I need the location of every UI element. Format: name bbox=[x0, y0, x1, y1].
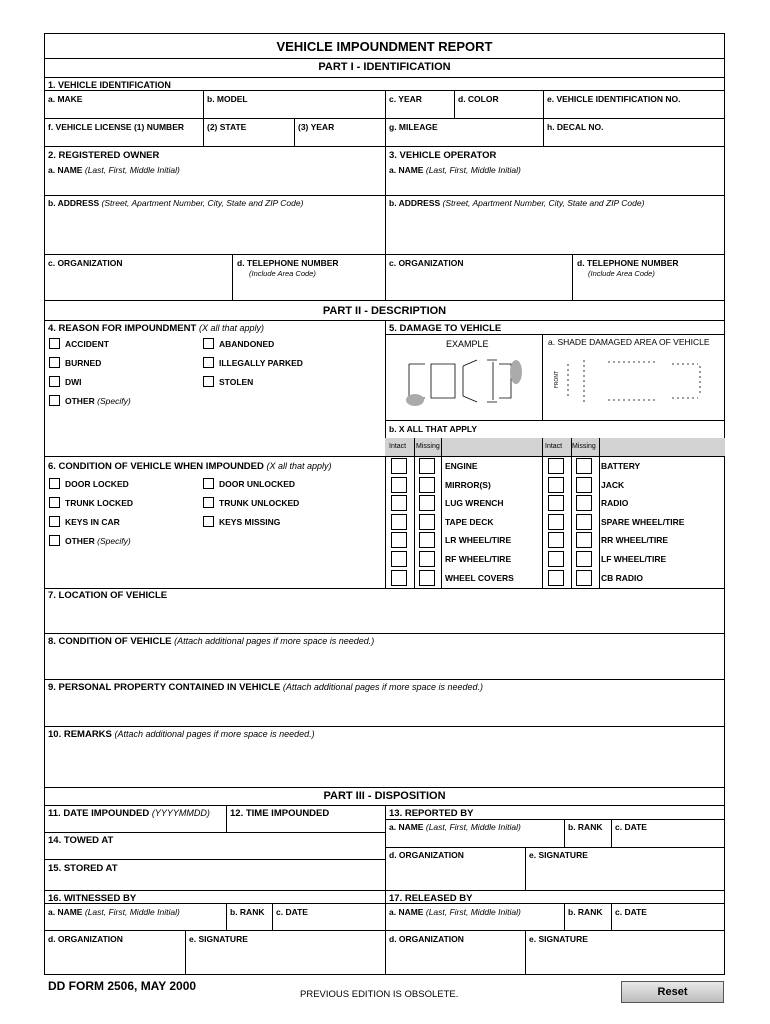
trunk-locked-checkbox[interactable] bbox=[49, 497, 60, 508]
reported-org-label: d. ORGANIZATION bbox=[389, 850, 464, 860]
condition-other-checkbox[interactable] bbox=[49, 535, 60, 546]
damage-right-missing-checkbox[interactable] bbox=[576, 570, 592, 586]
divider bbox=[44, 890, 725, 891]
section-6-title: 6. CONDITION OF VEHICLE WHEN IMPOUNDED bbox=[48, 461, 264, 472]
section-4-title: 4. REASON FOR IMPOUNDMENT bbox=[48, 323, 197, 334]
diagram-damage-front bbox=[510, 360, 522, 384]
damage-right-missing-checkbox[interactable] bbox=[576, 551, 592, 567]
shade-instruction: a. SHADE DAMAGED AREA OF VEHICLE bbox=[548, 337, 710, 347]
divider bbox=[44, 254, 725, 255]
keys-missing-checkbox[interactable] bbox=[203, 516, 214, 527]
missing-header-right: Missing bbox=[572, 443, 596, 450]
owner-address-hint: (Street, Apartment Number, City, State and ZIP Code) bbox=[101, 198, 304, 208]
damage-left-intact-checkbox[interactable] bbox=[391, 514, 407, 530]
divider bbox=[226, 805, 227, 832]
abandoned-checkbox[interactable] bbox=[203, 338, 214, 349]
divider bbox=[414, 438, 415, 588]
divider bbox=[542, 334, 543, 420]
part-2-heading: PART II - DESCRIPTION bbox=[322, 305, 447, 317]
witnessed-signature-label: e. SIGNATURE bbox=[189, 934, 248, 944]
divider bbox=[44, 787, 725, 788]
section-9-hint: (Attach additional pages if more space is needed.) bbox=[282, 682, 484, 692]
license-state-label: (2) STATE bbox=[207, 122, 247, 132]
damage-right-item-label: LF WHEEL/TIRE bbox=[601, 554, 667, 564]
divider bbox=[44, 588, 725, 589]
keys-in-car-checkbox[interactable] bbox=[49, 516, 60, 527]
damage-right-intact-checkbox[interactable] bbox=[548, 514, 564, 530]
divider bbox=[294, 118, 295, 146]
vin-label: e. VEHICLE IDENTIFICATION NO. bbox=[547, 94, 681, 104]
damage-left-missing-checkbox[interactable] bbox=[419, 551, 435, 567]
illegally-parked-label: ILLEGALLY PARKED bbox=[219, 358, 303, 368]
damage-right-missing-checkbox[interactable] bbox=[576, 458, 592, 474]
damage-left-item-label: WHEEL COVERS bbox=[445, 573, 514, 583]
section-16-title: 16. WITNESSED BY bbox=[48, 893, 137, 904]
section-8-hint: (Attach additional pages if more space is needed.) bbox=[174, 636, 375, 646]
damage-left-item-label: LR WHEEL/TIRE bbox=[445, 535, 512, 545]
owner-address-label: b. ADDRESS bbox=[48, 198, 100, 208]
damage-right-item-label: RADIO bbox=[601, 498, 629, 508]
damage-right-missing-checkbox[interactable] bbox=[576, 514, 592, 530]
damage-right-missing-checkbox[interactable] bbox=[576, 495, 592, 511]
location-field[interactable] bbox=[46, 602, 723, 632]
section-9-title: 9. PERSONAL PROPERTY CONTAINED IN VEHICLE bbox=[48, 682, 281, 693]
damage-left-missing-checkbox[interactable] bbox=[419, 570, 435, 586]
shade-vehicle-diagram[interactable] bbox=[548, 352, 724, 412]
section-6-hint: (X all that apply) bbox=[266, 461, 332, 471]
damage-right-intact-checkbox[interactable] bbox=[548, 570, 564, 586]
form-number: DD FORM 2506, MAY 2000 bbox=[48, 979, 197, 993]
divider bbox=[232, 254, 233, 300]
section-12-title: 12. TIME IMPOUNDED bbox=[230, 808, 330, 819]
owner-phone-hint: (Include Area Code) bbox=[249, 269, 316, 278]
obsolete-notice: PREVIOUS EDITION IS OBSOLETE. bbox=[300, 989, 459, 1000]
damage-right-intact-checkbox[interactable] bbox=[548, 551, 564, 567]
divider bbox=[44, 903, 385, 904]
section-10-hint: (Attach additional pages if more space is needed.) bbox=[114, 729, 315, 739]
witnessed-org-label: d. ORGANIZATION bbox=[48, 934, 123, 944]
shade-front bbox=[672, 364, 700, 398]
divider bbox=[44, 58, 725, 59]
dwi-label: DWI bbox=[65, 377, 82, 387]
divider bbox=[525, 930, 526, 975]
damage-right-item-label: JACK bbox=[601, 480, 625, 490]
divider bbox=[185, 930, 186, 975]
damage-left-item-label: ENGINE bbox=[445, 461, 478, 471]
operator-phone-label: d. TELEPHONE NUMBER bbox=[577, 258, 679, 268]
stolen-label: STOLEN bbox=[219, 377, 254, 387]
diagram-side-top bbox=[463, 360, 477, 402]
door-locked-checkbox[interactable] bbox=[49, 478, 60, 489]
burned-checkbox[interactable] bbox=[49, 357, 60, 368]
divider bbox=[572, 254, 573, 300]
divider bbox=[385, 456, 725, 457]
section-2-title: 2. REGISTERED OWNER bbox=[48, 150, 160, 161]
divider bbox=[542, 438, 543, 588]
example-label: EXAMPLE bbox=[446, 339, 489, 349]
damage-left-intact-checkbox[interactable] bbox=[391, 495, 407, 511]
owner-name-hint: (Last, First, Middle Initial) bbox=[84, 165, 180, 175]
divider bbox=[203, 90, 204, 118]
section-15-title: 15. STORED AT bbox=[48, 863, 118, 874]
diagram-cabin bbox=[431, 364, 455, 398]
intact-header-right: Intact bbox=[545, 443, 563, 450]
damage-right-missing-checkbox[interactable] bbox=[576, 477, 592, 493]
divider bbox=[226, 903, 227, 930]
section-4-hint: (X all that apply) bbox=[198, 323, 264, 333]
witnessed-date-label: c. DATE bbox=[276, 907, 308, 917]
damage-right-missing-checkbox[interactable] bbox=[576, 532, 592, 548]
reason-other-hint: (Specify) bbox=[97, 396, 131, 406]
released-name-label: a. NAME bbox=[389, 907, 424, 917]
stolen-checkbox[interactable] bbox=[203, 376, 214, 387]
released-name-hint: (Last, First, Middle Initial) bbox=[425, 907, 521, 917]
divider bbox=[611, 903, 612, 930]
part-1-heading: PART I - IDENTIFICATION bbox=[318, 61, 451, 73]
owner-org-label: c. ORGANIZATION bbox=[48, 258, 123, 268]
section-7-title: 7. LOCATION OF VEHICLE bbox=[48, 590, 168, 601]
damage-left-intact-checkbox[interactable] bbox=[391, 477, 407, 493]
divider bbox=[44, 456, 385, 457]
released-signature-label: e. SIGNATURE bbox=[529, 934, 588, 944]
section-10-title: 10. REMARKS bbox=[48, 729, 112, 740]
diagram-front bbox=[499, 364, 511, 398]
trunk-unlocked-label: TRUNK UNLOCKED bbox=[219, 498, 300, 508]
section-17-title: 17. RELEASED BY bbox=[389, 893, 473, 904]
owner-phone-label: d. TELEPHONE NUMBER bbox=[237, 258, 339, 268]
reported-date-label: c. DATE bbox=[615, 822, 647, 832]
reported-name-hint: (Last, First, Middle Initial) bbox=[425, 822, 521, 832]
divider bbox=[525, 847, 526, 890]
door-locked-label: DOOR LOCKED bbox=[65, 479, 129, 489]
section-11-hint: (YYYYMMDD) bbox=[151, 808, 210, 818]
witnessed-rank-label: b. RANK bbox=[230, 907, 265, 917]
diagram-side-bottom bbox=[487, 360, 497, 402]
section-11-title: 11. DATE IMPOUNDED bbox=[48, 808, 150, 819]
owner-name-label: a. NAME bbox=[48, 165, 83, 175]
damage-left-missing-checkbox[interactable] bbox=[419, 477, 435, 493]
divider bbox=[385, 90, 386, 118]
reset-button[interactable]: Reset bbox=[621, 981, 724, 1003]
damage-left-item-label: TAPE DECK bbox=[445, 517, 494, 527]
section-3-title: 3. VEHICLE OPERATOR bbox=[389, 150, 497, 161]
witnessed-name-hint: (Last, First, Middle Initial) bbox=[84, 907, 180, 917]
mileage-label: g. MILEAGE bbox=[389, 122, 438, 132]
reason-other-checkbox[interactable] bbox=[49, 395, 60, 406]
trunk-unlocked-checkbox[interactable] bbox=[203, 497, 214, 508]
x-all-label: b. X ALL THAT APPLY bbox=[389, 424, 477, 434]
shade-side-left bbox=[568, 360, 584, 402]
damage-left-item-label: MIRROR(S) bbox=[445, 480, 491, 490]
divider bbox=[272, 903, 273, 930]
example-vehicle-diagram bbox=[403, 352, 527, 410]
divider bbox=[44, 832, 385, 833]
intact-header-left: Intact bbox=[389, 443, 407, 450]
divider bbox=[385, 118, 386, 146]
divider bbox=[564, 819, 565, 847]
damage-left-intact-checkbox[interactable] bbox=[391, 458, 407, 474]
divider bbox=[44, 726, 725, 727]
damage-left-item-label: LUG WRENCH bbox=[445, 498, 504, 508]
trunk-locked-label: TRUNK LOCKED bbox=[65, 498, 133, 508]
divider bbox=[203, 118, 204, 146]
condition-other-hint: (Specify) bbox=[97, 536, 131, 546]
divider bbox=[385, 420, 725, 421]
diagram-rear bbox=[409, 364, 425, 398]
burned-label: BURNED bbox=[65, 358, 102, 368]
section-13-title: 13. REPORTED BY bbox=[389, 808, 474, 819]
personal-property-field[interactable] bbox=[46, 694, 723, 724]
divider bbox=[441, 438, 442, 588]
damage-right-intact-checkbox[interactable] bbox=[548, 477, 564, 493]
door-unlocked-checkbox[interactable] bbox=[203, 478, 214, 489]
color-label: d. COLOR bbox=[458, 94, 499, 104]
released-date-label: c. DATE bbox=[615, 907, 647, 917]
divider bbox=[385, 847, 725, 848]
divider bbox=[571, 438, 572, 588]
damage-left-item-label: RF WHEEL/TIRE bbox=[445, 554, 512, 564]
divider bbox=[385, 903, 725, 904]
operator-phone-hint: (Include Area Code) bbox=[588, 269, 655, 278]
damage-right-item-label: RR WHEEL/TIRE bbox=[601, 535, 669, 545]
divider bbox=[611, 819, 612, 847]
section-5-title: 5. DAMAGE TO VEHICLE bbox=[389, 323, 502, 334]
operator-org-label: c. ORGANIZATION bbox=[389, 258, 464, 268]
divider bbox=[543, 90, 544, 118]
operator-name-hint: (Last, First, Middle Initial) bbox=[425, 165, 521, 175]
shade-side-caption: FRONT bbox=[554, 370, 560, 388]
illegally-parked-checkbox[interactable] bbox=[203, 357, 214, 368]
decal-label: h. DECAL NO. bbox=[547, 122, 604, 132]
model-label: b. MODEL bbox=[207, 94, 248, 104]
divider bbox=[44, 195, 725, 196]
witnessed-name-label: a. NAME bbox=[48, 907, 83, 917]
divider bbox=[385, 146, 386, 300]
damage-right-intact-checkbox[interactable] bbox=[548, 532, 564, 548]
damage-right-item-label: CB RADIO bbox=[601, 573, 644, 583]
shade-top-bottom bbox=[608, 362, 658, 400]
keys-missing-label: KEYS MISSING bbox=[219, 517, 281, 527]
keys-in-car-label: KEYS IN CAR bbox=[65, 517, 120, 527]
accident-checkbox[interactable] bbox=[49, 338, 60, 349]
damage-right-intact-checkbox[interactable] bbox=[548, 495, 564, 511]
damage-right-item-label: BATTERY bbox=[601, 461, 641, 471]
damage-left-missing-checkbox[interactable] bbox=[419, 532, 435, 548]
license-year-label: (3) YEAR bbox=[298, 122, 335, 132]
released-rank-label: b. RANK bbox=[568, 907, 603, 917]
reported-name-label: a. NAME bbox=[389, 822, 424, 832]
divider bbox=[44, 300, 725, 301]
operator-address-label: b. ADDRESS bbox=[389, 198, 441, 208]
missing-header-left: Missing bbox=[416, 443, 440, 450]
reported-rank-label: b. RANK bbox=[568, 822, 603, 832]
damage-right-intact-checkbox[interactable] bbox=[548, 458, 564, 474]
diagram-damage-rear bbox=[406, 394, 424, 406]
damage-left-intact-checkbox[interactable] bbox=[391, 570, 407, 586]
section-1-title: 1. VEHICLE IDENTIFICATION bbox=[48, 80, 171, 90]
damage-left-missing-checkbox[interactable] bbox=[419, 458, 435, 474]
divider bbox=[385, 819, 725, 820]
divider bbox=[44, 930, 385, 931]
make-label: a. MAKE bbox=[48, 94, 83, 104]
divider bbox=[44, 77, 725, 78]
damage-left-missing-checkbox[interactable] bbox=[419, 495, 435, 511]
operator-address-hint: (Street, Apartment Number, City, State and ZIP Code) bbox=[442, 198, 645, 208]
dwi-checkbox[interactable] bbox=[49, 376, 60, 387]
form-title: VEHICLE IMPOUNDMENT REPORT bbox=[276, 39, 493, 54]
damage-left-intact-checkbox[interactable] bbox=[391, 551, 407, 567]
condition-other-label: OTHER bbox=[65, 536, 95, 546]
divider bbox=[543, 118, 544, 146]
divider bbox=[599, 438, 600, 588]
part-3-heading: PART III - DISPOSITION bbox=[323, 790, 446, 802]
divider bbox=[454, 90, 455, 118]
abandoned-label: ABANDONED bbox=[219, 339, 275, 349]
divider bbox=[564, 903, 565, 930]
divider bbox=[44, 633, 725, 634]
operator-name-label: a. NAME bbox=[389, 165, 424, 175]
released-org-label: d. ORGANIZATION bbox=[389, 934, 464, 944]
divider bbox=[385, 930, 725, 931]
divider bbox=[44, 679, 725, 680]
door-unlocked-label: DOOR UNLOCKED bbox=[219, 479, 296, 489]
reason-other-label: OTHER bbox=[65, 396, 95, 406]
section-14-title: 14. TOWED AT bbox=[48, 835, 114, 846]
divider bbox=[44, 859, 385, 860]
license-number-label: f. VEHICLE LICENSE (1) NUMBER bbox=[48, 122, 185, 132]
remarks-field[interactable] bbox=[46, 741, 723, 785]
damage-left-intact-checkbox[interactable] bbox=[391, 532, 407, 548]
divider bbox=[385, 334, 725, 335]
year-label: c. YEAR bbox=[389, 94, 422, 104]
damage-left-missing-checkbox[interactable] bbox=[419, 514, 435, 530]
section-8-title: 8. CONDITION OF VEHICLE bbox=[48, 636, 172, 647]
accident-label: ACCIDENT bbox=[65, 339, 109, 349]
condition-field[interactable] bbox=[46, 648, 723, 678]
reported-signature-label: e. SIGNATURE bbox=[529, 850, 588, 860]
damage-right-item-label: SPARE WHEEL/TIRE bbox=[601, 517, 685, 527]
